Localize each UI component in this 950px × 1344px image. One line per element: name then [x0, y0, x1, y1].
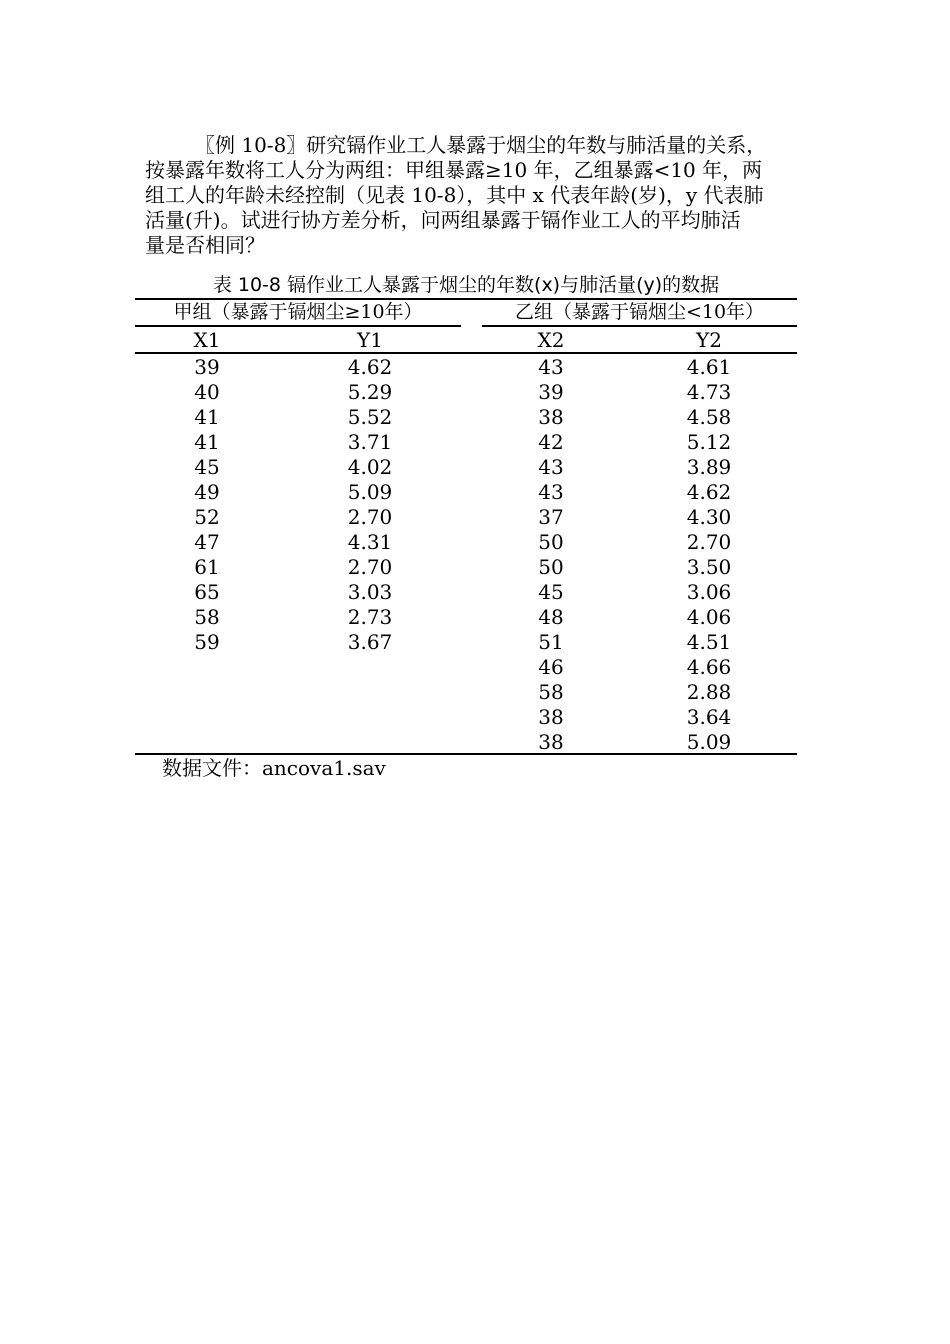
group2-x-cell: 50 [538, 555, 564, 579]
group2-y-cell: 3.06 [686, 580, 732, 604]
group1-y-cell: 4.02 [347, 455, 393, 479]
group1-x-cell: 49 [194, 480, 220, 504]
group1-x-cell: 59 [194, 630, 220, 654]
group1-y-cell: 5.09 [347, 480, 393, 504]
group1-x-cell: 40 [194, 380, 220, 404]
group2-y-cell: 3.64 [686, 705, 732, 729]
group2-x-cell: 58 [538, 680, 564, 704]
group1-y-cell: 2.70 [347, 555, 393, 579]
group2-y-cell: 4.61 [686, 355, 732, 379]
group1-y-cell: 5.52 [347, 405, 393, 429]
group2-x-cell: 42 [538, 430, 564, 454]
group2-y-cell: 4.62 [686, 480, 732, 504]
group2-x-cell: 37 [538, 505, 564, 529]
group1-x-cell: 47 [194, 530, 220, 554]
group1-x-cell: 65 [194, 580, 220, 604]
example-paragraph [145, 133, 807, 258]
group1-x-cell: 58 [194, 605, 220, 629]
group2-y-cell: 2.70 [686, 530, 732, 554]
group2-x-cell: 38 [538, 705, 564, 729]
group1-y-cell: 2.73 [347, 605, 393, 629]
group2-x-cell: 50 [538, 530, 564, 554]
group1-title: 甲组（暴露于镉烟尘≥10年） [173, 301, 423, 323]
group2-y-cell: 2.88 [686, 680, 732, 704]
group2-x-cell: 48 [538, 605, 564, 629]
group2-y-cell: 4.06 [686, 605, 732, 629]
group1-x-cell: 41 [194, 405, 220, 429]
group1-y-cell: 4.31 [347, 530, 393, 554]
group2-x-cell: 51 [538, 630, 564, 654]
group2-title: 乙组（暴露于镉烟尘<10年） [514, 301, 765, 323]
group1-y-cell: 2.70 [347, 505, 393, 529]
group2-x-cell: 43 [538, 455, 564, 479]
group2-x-cell: 45 [538, 580, 564, 604]
group1-x-cell: 41 [194, 430, 220, 454]
paragraph-line: 活量(升)。试进行协方差分析，问两组暴露于镉作业工人的平均肺活 [145, 208, 741, 232]
group1-x-cell: 52 [194, 505, 220, 529]
group2-header-rule [482, 325, 797, 327]
paragraph-line: 〖例 10-8〗研究镉作业工人暴露于烟尘的年数与肺活量的关系， [195, 133, 767, 157]
group2-y-cell: 3.89 [686, 455, 732, 479]
group2-x-cell: 43 [538, 480, 564, 504]
group1-y-cell: 3.67 [347, 630, 393, 654]
group2-x-cell: 38 [538, 405, 564, 429]
group2-x-cell: 39 [538, 380, 564, 404]
group2-y-cell: 5.12 [686, 430, 732, 454]
group2-y-cell: 4.73 [686, 380, 732, 404]
group1-y-cell: 5.29 [347, 380, 393, 404]
group2-y-cell: 4.30 [686, 505, 732, 529]
paragraph-line: 按暴露年数将工人分为两组：甲组暴露≥10 年，乙组暴露<10 年，两 [145, 158, 763, 182]
group1-y-cell: 3.71 [347, 430, 393, 454]
column-header-y1: Y1 [357, 328, 383, 352]
group1-x-cell: 39 [194, 355, 220, 379]
paragraph-line: 组工人的年龄未经控制（见表 10-8），其中 x 代表年龄(岁)，y 代表肺 [145, 183, 764, 207]
group2-y-cell: 4.58 [686, 405, 732, 429]
group1-x-cell: 61 [194, 555, 220, 579]
data-file-note: 数据文件：ancova1.sav [162, 756, 386, 780]
group2-x-cell: 38 [538, 730, 564, 754]
group2-y-cell: 5.09 [686, 730, 732, 754]
group2-y-cell: 3.50 [686, 555, 732, 579]
group2-y-cell: 4.51 [686, 630, 732, 654]
group2-x-cell: 46 [538, 655, 564, 679]
table-caption: 表 10-8 镉作业工人暴露于烟尘的年数(x)与肺活量(y)的数据 [212, 274, 720, 296]
paragraph-line: 量是否相同？ [145, 233, 265, 257]
group2-y-cell: 4.66 [686, 655, 732, 679]
group1-y-cell: 4.62 [347, 355, 393, 379]
group1-header-rule [135, 325, 461, 327]
group1-x-cell: 45 [194, 455, 220, 479]
column-header-x2: X2 [537, 328, 565, 352]
column-header-x1: X1 [193, 328, 221, 352]
column-header-y2: Y2 [696, 328, 722, 352]
group1-y-cell: 3.03 [347, 580, 393, 604]
group2-x-cell: 43 [538, 355, 564, 379]
